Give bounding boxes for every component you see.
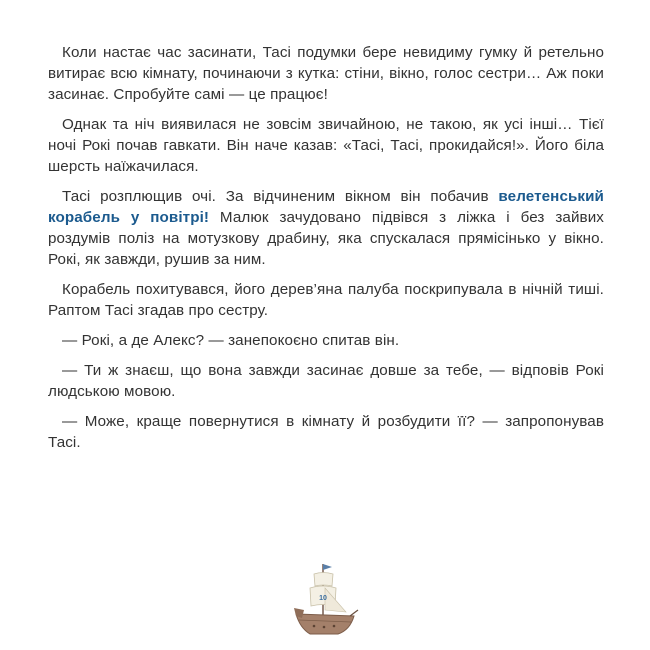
dialog-line-2: [48, 360, 604, 402]
paragraph-4: [48, 279, 604, 321]
text-span: Корабель похитувався, його дерев’яна палуба поскрипувала в нічній тиші. Раптом Тасі згадав про сестру.: [48, 281, 604, 319]
ship-bowsprit: [350, 610, 358, 616]
porthole: [333, 625, 336, 628]
text-span: Однак та ніч виявилася не зовсім звичайною, не такою, як усі інші… Тієї ночі Рокі почав гавкати. Він наче казав: «Тасі, Тасі, прокидайся!». Його біла шерсть наїжачилася.: [48, 116, 604, 175]
ship-hull: [296, 614, 354, 634]
text-span: — Рокі, а де Алекс? — занепокоєно спитав він.: [62, 332, 400, 349]
porthole: [323, 626, 326, 629]
sail-number: 10: [319, 595, 327, 602]
text-span: — Може, краще повернутися в кімнату й розбудити її? — запропонував Тасі.: [48, 413, 604, 451]
ship-flag: [323, 564, 332, 570]
dialog-line-3: [48, 411, 604, 453]
ship-illustration: [290, 562, 360, 644]
text-span: — Ти ж знаєш, що вона завжди засинає довше за тебе, — відповів Рокі людською мовою.: [48, 362, 604, 400]
text-span: Тасі розплющив очі. За відчиненим вікном він побачив: [62, 188, 499, 205]
paragraph-2: [48, 114, 604, 177]
story-text: [48, 42, 604, 462]
text-span: Малюк зачудовано підвівся з ліжка і без зайвих роздумів поліз на мотузкову драбину, яка спускалася прямісінько у вікно. Рокі, як завжди, рушив за ним.: [48, 209, 604, 268]
paragraph-3: [48, 186, 604, 270]
paragraph-1: [48, 42, 604, 105]
dialog-line-1: [48, 330, 604, 351]
text-span: Коли настає час засинати, Тасі подумки бере невидиму гумку й ретельно витирає всю кімнату, починаючи з кутка: стіни, вікно, голос сестри… Аж поки засинає. Спробуйте самі — це працює!: [48, 44, 604, 103]
ship-sail-top: [314, 573, 333, 587]
highlighted-phrase: велетенський корабель у повітрі!: [48, 188, 604, 226]
porthole: [313, 625, 316, 628]
